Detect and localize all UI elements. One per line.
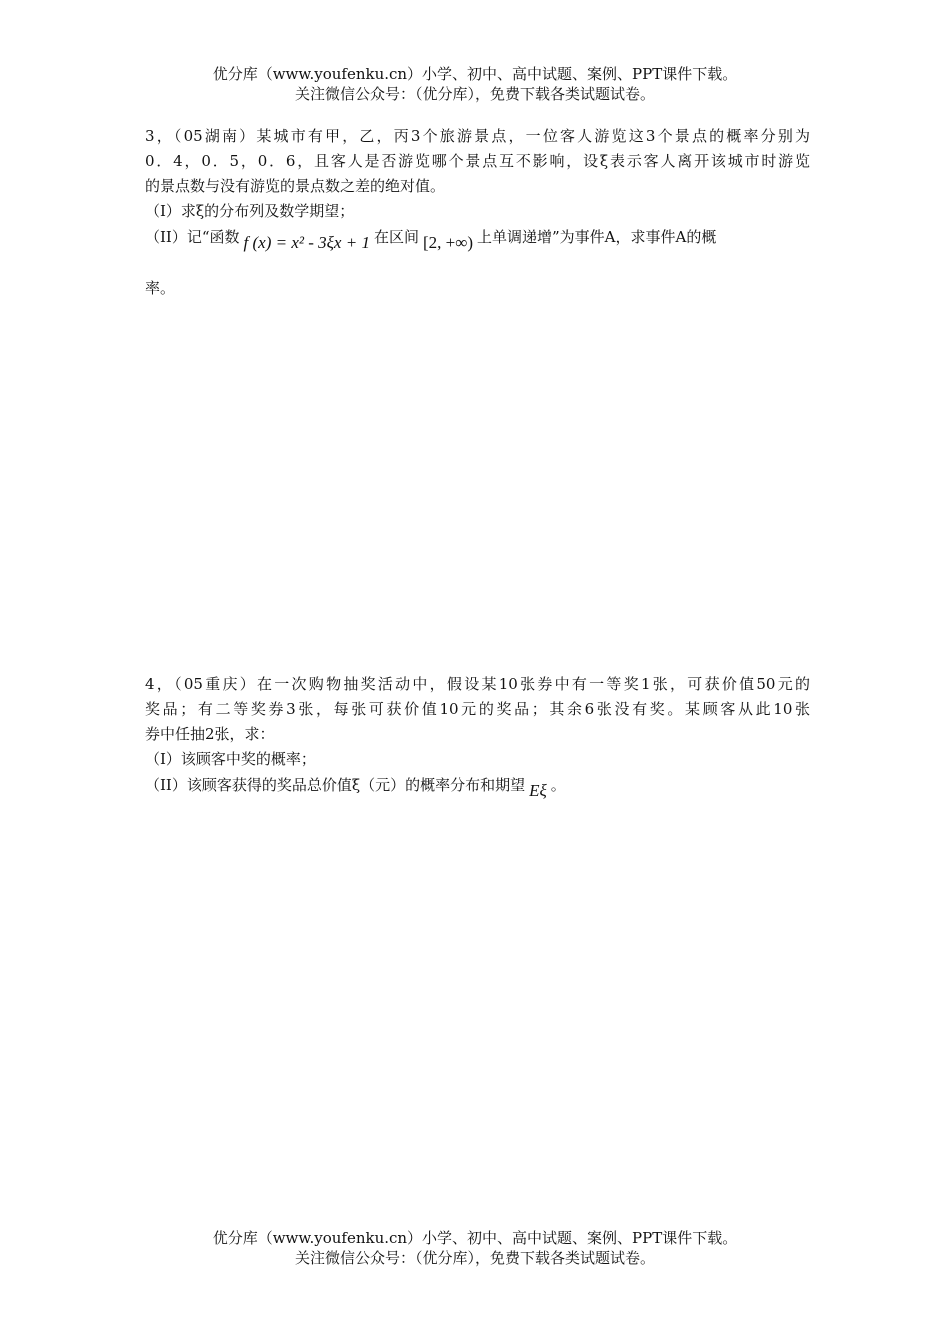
problem-3-part-2 (145, 224, 810, 254)
problem-4-line-3: 券中任抽2张，求： (145, 725, 275, 743)
problem-3-line-3: 的景点数与没有游览的景点数之差的绝对值。 (145, 177, 446, 195)
problem-4-part-2-suffix: 。 (550, 776, 566, 794)
problem-3-part-2-prefix: （II）记“函数 (145, 228, 240, 246)
page-footer (0, 1228, 950, 1268)
problem-4-part-1: （I）该顾客中奖的概率； (145, 750, 316, 768)
problem-4-line-2: 奖品；有二等奖券3张，每张可获价值10元的奖品；其余6张没有奖。某顾客从此10张 (145, 700, 810, 718)
page-header (0, 64, 950, 104)
problem-3-line-1: 3，（05湖南）某城市有甲，乙，丙3个旅游景点，一位客人游览这3个景点的概率分别为 (145, 127, 810, 145)
problem-4 (145, 672, 810, 802)
expectation-formula: Eξ (529, 781, 547, 800)
header-line-2: 关注微信公众号：（优分库），免费下载各类试题试卷。 (294, 85, 655, 103)
problem-3-part-2-suffix: 上单调递增”为事件A，求事件A的概 (477, 228, 717, 246)
header-line-1: 优分库（www.youfenku.cn）小学、初中、高中试题、案例、PPT课件下载。 (212, 65, 738, 83)
footer-line-2: 关注微信公众号：（优分库），免费下载各类试题试卷。 (294, 1249, 655, 1267)
problem-3-part-2-middle: 在区间 (373, 228, 419, 246)
function-formula: f (x) = x² - 3ξx + 1 (243, 233, 370, 252)
problem-3 (145, 124, 810, 301)
problem-4-line-1: 4，（05重庆）在一次购物抽奖活动中，假设某10张券中有一等奖1张，可获价值50元的 (145, 675, 810, 693)
problem-4-part-2-prefix: （II）该顾客获得的奖品总价值ξ（元）的概率分布和期望 (145, 776, 526, 794)
footer-line-1: 优分库（www.youfenku.cn）小学、初中、高中试题、案例、PPT课件下载。 (212, 1229, 738, 1247)
interval-formula: [2, +∞) (422, 233, 473, 252)
problem-3-part-2-end: 率。 (145, 279, 176, 297)
problem-3-line-2: 0．4，0．5，0．6，且客人是否游览哪个景点互不影响，设ξ表示客人离开该城市时游览 (145, 152, 810, 170)
problem-3-part-1: （I）求ξ的分布列及数学期望； (145, 202, 355, 220)
problem-4-part-2 (145, 772, 810, 802)
